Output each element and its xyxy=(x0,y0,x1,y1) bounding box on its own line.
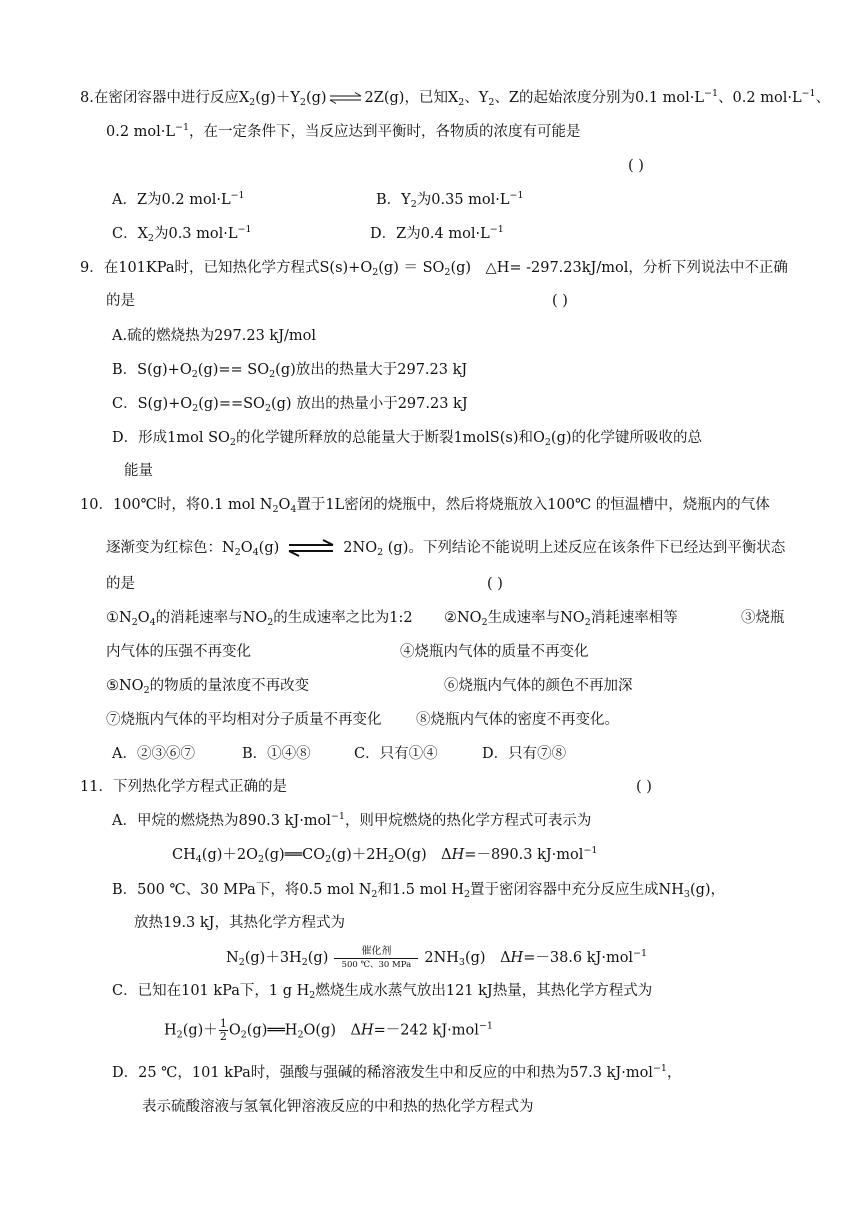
q11-option-a-equation: $CH_4(g)+2O_2(g)══CO_2(g)+2H_2O(g)$ ΔH=－890.3 kJ·mol$^{-1}$ xyxy=(172,845,598,865)
q10-option-d: D．只有⑦⑧ xyxy=(482,746,567,762)
q10-statement-4: ④烧瓶内气体的质量不再变化 xyxy=(400,644,589,660)
q8-option-d: D．Z为0.4 $mol\cdot L^{-1}$ xyxy=(370,224,504,242)
q10-statement-3-cont: 内气体的压强不再变化 xyxy=(106,644,251,660)
equilibrium-arrow-icon xyxy=(285,539,337,557)
q10-statement-6: ⑥烧瓶内气体的颜色不再加深 xyxy=(444,678,633,694)
q9-stem-line2: 的是 xyxy=(106,293,135,309)
q11-option-c-equation: $H_2(g)+$ $\frac{1}{2}$ $O_2(g)══H_2O(g)$ ΔH=－242 kJ·mol$^{-1}$ xyxy=(164,1017,493,1043)
q9-option-a: A.硫的燃烧热为297.23 kJ/mol xyxy=(112,328,317,344)
q8-option-b: B．$Y_2$为0.35 $mol\cdot L^{-1}$ xyxy=(376,190,524,210)
q11-option-c: C．已知在101 kPa下，1 g $H_2$燃烧生成水蒸气放出121 kJ热量，其热化学方程式为 xyxy=(112,983,653,1001)
q8-stem-line1: 8.在密闭容器中进行反应$X_2(g)+Y_2(g)$ 2Z(g)，已知$X_2$、$Y_2$、Z的起始浓度分别为0.1 $mol\cdot L^{-1}$、0.2 $mol\cdot L^{-1}$、 xyxy=(80,88,831,108)
q11-option-a: A．甲烷的燃烧热为890.3 kJ·mol$^{-1}$，则甲烷燃烧的热化学方程式可表示为 xyxy=(112,811,592,829)
q10-answer-bracket: ( ) xyxy=(487,576,503,592)
q11-option-b-equation: $N_2(g)+3H_2(g)$ 催化剂 500 ℃、30 MPa $2NH_3(g)$ ΔH=－38.6 kJ·mol$^{-1}$ xyxy=(226,946,648,970)
reversible-arrow-icon xyxy=(327,92,365,104)
catalyst-arrow-icon: 催化剂 500 ℃、30 MPa xyxy=(334,946,418,970)
q10-statement-3: ③烧瓶 xyxy=(741,610,785,626)
q10-statement-1: $①N_2O_4$的消耗速率与$NO_2$的生成速率之比为1:2 xyxy=(106,610,413,628)
q9-stem-line1: 9．在101KPa时，已知热化学方程式$S(s)+O_2(g) = SO_2(g)$ △H= -297.23kJ/mol，分析下列说法中不正确 xyxy=(80,260,788,278)
q9-option-c: C．$S(g)+O_2(g)==SO_2(g)$ 放出的热量小于297.23 kJ xyxy=(112,396,468,414)
q8-option-c: C．$X_2$为0.3 $mol\cdot L^{-1}$ xyxy=(112,224,252,244)
q11-stem: 11．下列热化学方程式正确的是 xyxy=(80,779,287,795)
q11-option-b-line2: 放热19.3 kJ，其热化学方程式为 xyxy=(134,915,345,931)
q10-statement-5: $⑤NO_2$的物质的量浓度不再改变 xyxy=(106,678,310,696)
fraction-one-half: $\frac{1}{2}$ xyxy=(219,1017,227,1043)
q9-option-b: B．$S(g)+O_2(g)== SO_2(g)$放出的热量大于297.23 kJ xyxy=(112,362,468,380)
q10-statement-8: ⑧烧瓶内气体的密度不再变化。 xyxy=(416,712,619,728)
q10-option-b: B．①④⑧ xyxy=(242,746,311,762)
q9-answer-bracket: ( ) xyxy=(552,293,568,309)
q8-stem-line2: 0.2 $mol\cdot L^{-1}$，在一定条件下，当反应达到平衡时，各物质的浓度有可能是 xyxy=(106,122,581,140)
q10-option-c: C．只有①④ xyxy=(354,746,438,762)
q11-answer-bracket: ( ) xyxy=(636,779,652,795)
q11-option-b-line1: B．500 ℃、30 MPa下，将0.5 mol $N_2$和1.5 mol $H_2$置于密闭容器中充分反应生成$NH_3(g)$， xyxy=(112,882,726,900)
q9-option-d-cont: 能量 xyxy=(124,463,153,479)
q10-stem-line2: 逐渐变为红棕色：$N_2O_4(g)$ $2NO_2$ (g)。下列结论不能说明上述反应在该条件下已经达到平衡状态 xyxy=(106,540,786,558)
q10-stem-line1: 10．100℃时，将0.1 mol $N_2O_4$置于1L密闭的烧瓶中，然后将烧瓶放入100℃ 的恒温槽中，烧瓶内的气体 xyxy=(80,497,770,515)
q8-option-a: A．Z为0.2 $mol\cdot L^{-1}$ xyxy=(112,190,245,208)
q11-option-d-line1: D．25 ℃，101 kPa时，强酸与强碱的稀溶液发生中和反应的中和热为57.3 kJ·mol$^{-1}$， xyxy=(112,1063,682,1081)
q11-option-d-line2: 表示硫酸溶液与氢氧化钾溶液反应的中和热的热化学方程式为 xyxy=(142,1099,534,1115)
q10-stem-line3: 的是 xyxy=(106,576,135,592)
q10-statement-7: ⑦烧瓶内气体的平均相对分子质量不再变化 xyxy=(106,712,382,728)
q10-statement-2: $②NO_2$生成速率与$NO_2$消耗速率相等 xyxy=(444,610,678,628)
q8-answer-bracket: ( ) xyxy=(628,158,644,174)
q10-option-a: A．②③⑥⑦ xyxy=(112,746,195,762)
q9-option-d: D．形成1mol $SO_2$的化学键所释放的总能量大于断裂1molS(s)和$O_2(g)$的化学键所吸收的总 xyxy=(112,430,703,448)
